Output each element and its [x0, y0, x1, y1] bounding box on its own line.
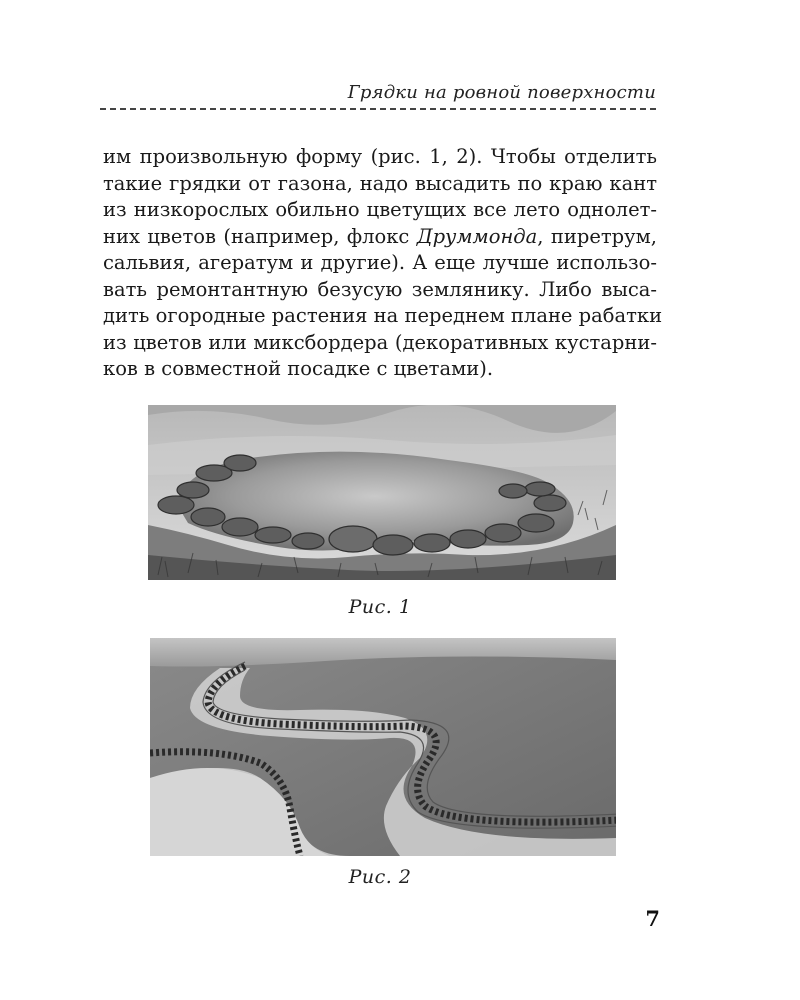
header-rule [100, 108, 656, 110]
figure-2-illustration [150, 638, 616, 856]
running-head: Грядки на ровной поверхности [347, 82, 656, 103]
text-line: такие грядки от газона, надо высадить по краю кант [103, 171, 657, 195]
text-line [103, 224, 657, 251]
text-line: сальвия, агератум и другие). А еще лучше использо- [103, 251, 657, 274]
text-line: ков в совместной посадке с цветами). [103, 357, 494, 380]
text-line: из цветов или миксбордера (декоративных кустарни- [103, 330, 657, 354]
text-line: дить огородные растения на переднем плане рабатки [103, 304, 663, 327]
text-run: них цветов (например, флокс [103, 224, 417, 248]
text-run: , пиретрум, [537, 224, 657, 248]
figure-1-illustration [148, 405, 616, 580]
text-line: из низкорослых обильно цветущих все лето однолет- [103, 198, 657, 221]
figure-1-caption: Рис. 1 [348, 596, 412, 618]
text-line: вать ремонтантную безусую землянику. Либо выса- [103, 277, 657, 301]
italic-term: Друммонда [416, 224, 538, 248]
body-paragraph [103, 144, 663, 383]
text-line: им произвольную форму (рис. 1, 2). Чтобы отделить [103, 145, 657, 168]
figure-2-caption: Рис. 2 [348, 866, 412, 888]
page-number: 7 [645, 906, 660, 931]
